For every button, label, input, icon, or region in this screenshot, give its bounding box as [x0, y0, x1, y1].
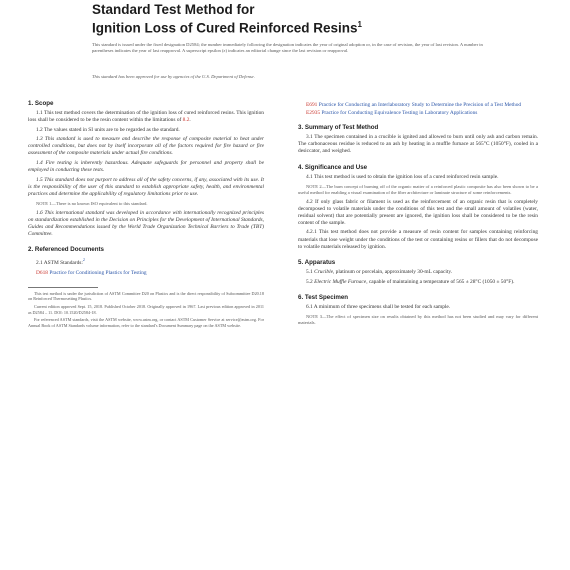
ref-code-e2935[interactable]: E2935: [306, 110, 321, 117]
ref-link-e2935[interactable]: Practice for Conducting Equivalence Testing in Laboratory Applications: [321, 110, 478, 117]
para-1-3: 1.3 This standard is used to measure and describe the response of composite material to heat under controlled conditions, but does not by itself incorporate all of the factors required for fire hazard or fire assessment of the composite materials under actual fire conditions.: [28, 136, 264, 157]
right-column: [298, 102, 538, 329]
footnote-divider: [28, 287, 98, 288]
section-heading-scope: 1. Scope: [28, 100, 54, 107]
para-2-1: 2.1 ASTM Standards:$^2$: [36, 257, 85, 267]
ref-link-d618[interactable]: Practice for Conditioning Plastics for Testing: [49, 269, 147, 276]
document-title: [92, 2, 512, 36]
note-3: NOTE 3—The effect of specimen size on results obtained by this method has not been studied and may vary for different materials.: [298, 314, 538, 325]
reference-e2935: [298, 110, 538, 117]
title-footnote-ref[interactable]: 1: [357, 20, 362, 29]
section-heading-referenced-documents: 2. Referenced Documents: [28, 246, 104, 254]
ref-link-e691[interactable]: Practice for Conducting an Interlaboratory Study to Determine the Precision of a Test Method: [318, 102, 522, 108]
para-1-2: 1.2 The values stated in SI units are to be regarded as the standard.: [36, 126, 180, 133]
para-4-2: 4.2 If only glass fabric or filament is used as the reinforcement of an organic resin that is completely decomposed to volatile materials under the conditions of this test and the small amount of volatiles (water, residual solvent) that are potentially present are ignored, the ignition loss shall be considered to be the resin content of the sample.: [298, 198, 538, 226]
para-6-1: 6.1 A minimum of three specimens shall be tested for each sample.: [306, 304, 451, 311]
footnote-edition: Current edition approved Sept. 15, 2018. Published October 2018. Originally approved in 1967. Last previous edition approved in 2011 as D2584 – 11. DOI: 10.1520/D2584-18.: [28, 304, 264, 315]
section-heading-test-specimen: 6. Test Specimen: [298, 294, 349, 302]
para-1-4: 1.4 Fire testing is inherently hazardous. Adequate safeguards for personnel and property shall be employed in conducting these tests.: [28, 160, 264, 174]
para-3-1: 3.1 The specimen contained in a crucible is ignited and allowed to burn until only ash and carbon remain. The carbonaceous residue is reduced to an ash by heating in a muffle furnace at 565°C (1050°F), cooled in a desiccator, and weighed.: [298, 134, 538, 155]
footnote-1: This test method is under the jurisdiction of ASTM Committee D20 on Plastics and is the direct responsibility of Subcommittee D20.18 on Reinforced Thermosetting Plastics.: [28, 290, 264, 302]
left-column: [28, 100, 264, 330]
para-1-1: 1.1 This test method covers the determination of the ignition loss of cured reinforced resins. This ignition loss shall be considered to be the resin content within the limitations of 8.2.: [28, 110, 264, 124]
reference-d618: [28, 270, 264, 277]
section-heading-significance: 4. Significance and Use: [298, 163, 368, 171]
designation-preamble: This standard is issued under the fixed designation D2584; the number immediately following the designation indicates the year of original adoption or, in the case of revision, the year of last revision. A number in parentheses indicates the year of last reapproval. A superscript epsilon (ε) indicates an editorial change since the last revision or reapproval.: [92, 42, 483, 53]
title-line-1: Standard Test Method for: [92, 2, 255, 17]
footnote-2: For referenced ASTM standards, visit the ASTM website, www.astm.org, or contact ASTM Customer Service at service@astm.org. For Annual Book of ASTM Standards volume information, refer to the standard's Document Summary page on the ASTM website.: [28, 317, 264, 328]
footnote-ref-2[interactable]: 2: [82, 257, 85, 263]
ref-code-d618[interactable]: D618: [36, 269, 48, 276]
section-heading-apparatus: 5. Apparatus: [298, 259, 336, 267]
ref-code-e691[interactable]: E691: [306, 102, 318, 108]
reference-e691: [298, 102, 538, 109]
para-4-2-1: 4.2.1 This test method does not provide a measure of resin content for samples containing reinforcing materials that lose weight under the conditions of the test or containing resins or fillers that do not decompose to volatile materials released by ignition.: [298, 229, 538, 250]
para-1-6: 1.6 This international standard was developed in accordance with internationally recognized principles on standardization established in the Decision on Principles for the Development of International Standards, Guides and Recommendations issued by the World Trade Organization Technical Barriers to Trade (TBT) Committee.: [28, 209, 264, 237]
note-1: NOTE 1—There is no known ISO equivalent to this standard.: [36, 200, 148, 206]
para-5-2: 5.2 Electric Muffle Furnace, capable of maintaining a temperature of 565 ± 28°C (1050 ± 50°F).: [306, 278, 515, 285]
note-2: NOTE 2—The burn concept of burning off of the organic matter of a reinforced plastic composite has also been shown to be a useful method for enabling a visual examination of the fiber architecture or laminate structure of some reinforcements.: [298, 183, 538, 195]
para-1-5: 1.5 This standard does not purport to address all of the safety concerns, if any, associated with its use. It is the responsibility of the user of this standard to establish appropriate safety, health, and environmental practices and determine the applicability of regulatory limitations prior to use.: [28, 176, 264, 197]
para-5-1: 5.1 Crucible, platinum or porcelain, approximately 30-mL capacity.: [306, 269, 453, 276]
para-4-1: 4.1 This test method is used to obtain the ignition loss of a cured reinforced resin sample.: [306, 173, 499, 180]
approval-note: This standard has been approved for use by agencies of the U.S. Department of Defense.: [92, 74, 255, 79]
title-line-2: Ignition Loss of Cured Reinforced Resins$^1$: [92, 20, 362, 36]
link-section-8-2[interactable]: 8.2: [182, 117, 190, 124]
section-heading-summary: 3. Summary of Test Method: [298, 124, 379, 132]
